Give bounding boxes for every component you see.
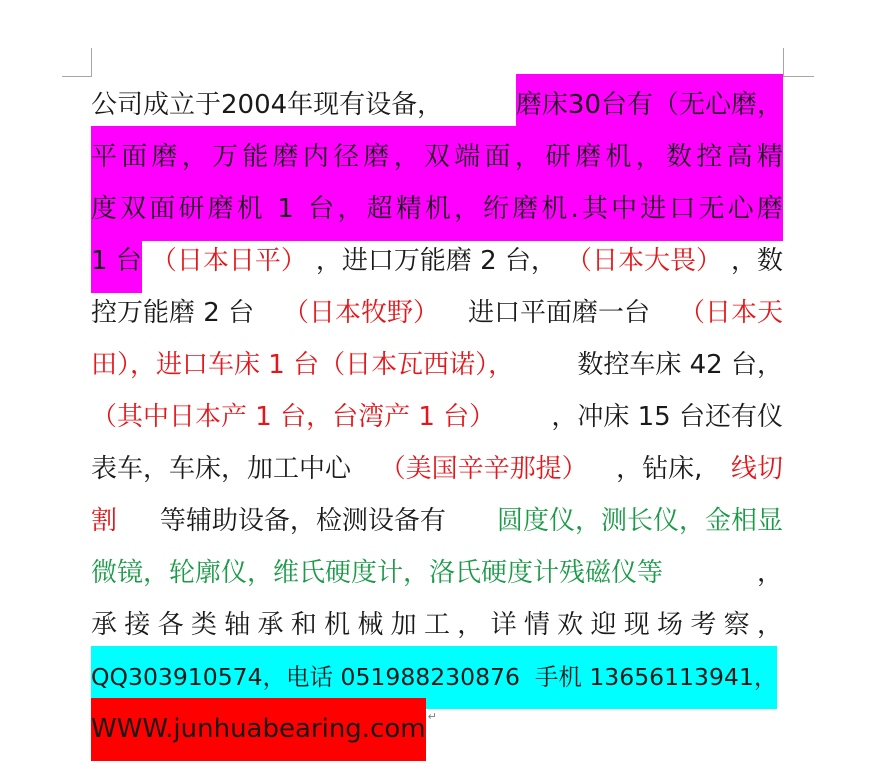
text-run: 割	[91, 506, 118, 536]
text-line	[91, 599, 783, 651]
text-line	[91, 443, 783, 495]
text-line	[91, 131, 783, 183]
text-run: （美国辛辛那提）	[379, 454, 588, 484]
text-line	[91, 495, 783, 547]
text-line	[91, 703, 783, 755]
text-run: 线切	[730, 454, 783, 484]
text-run: 平 面 磨 ， 万 能 磨 内 径 磨 ， 双 端 面 ， 研 磨 机 ， 数 控 高 精	[91, 126, 783, 189]
document-body-text[interactable]	[91, 79, 783, 755]
text-run: ，钻床,	[616, 454, 703, 484]
text-line	[91, 235, 783, 287]
text-line	[91, 651, 783, 703]
crop-mark-top-left	[62, 48, 92, 77]
text-run: （日本大畏）	[565, 246, 722, 276]
text-line	[91, 547, 783, 599]
text-line	[91, 183, 783, 235]
text-run: 田），进口车床 1 台（日本瓦西诺），	[91, 350, 515, 380]
text-line	[91, 79, 783, 131]
text-run: （日本牧野）	[283, 298, 440, 328]
text-run: （其中日本产 1 台，台湾产 1 台）	[91, 402, 496, 432]
text-run: （日本天	[678, 298, 783, 328]
text-run: 微镜，轮廓仪，维氏硬度计，洛氏硬度计残磁仪等	[91, 558, 664, 588]
text-run: 圆度仪，测长仪，金相显	[496, 506, 783, 536]
text-run: WWW.junhuabearing.com	[91, 698, 426, 761]
text-line	[91, 391, 783, 443]
text-run: ，数	[730, 246, 783, 276]
text-line	[91, 339, 783, 391]
text-run: 1 台	[91, 230, 142, 293]
crop-mark-top-right	[783, 48, 814, 77]
text-run: 数控车床 42 台，	[577, 350, 783, 380]
text-run: 公司成立于2004年现有设备，	[91, 90, 444, 120]
text-run: ，进口万能磨 2 台，	[315, 246, 557, 276]
text-run: 度 双 面 研 磨 机 1 台 ， 超 精 机 ， 绗 磨 机 . 其 中 进 口 无 心 磨	[91, 178, 783, 241]
text-run: 控万能磨 2 台	[91, 298, 255, 328]
text-run: ，冲床 15 台还有仪	[551, 402, 783, 432]
text-line	[91, 287, 783, 339]
paragraph-mark-icon: ↵	[427, 710, 437, 723]
text-run: 进口平面磨一台	[468, 298, 651, 328]
text-run: 磨床30台有（无心磨，	[516, 74, 783, 137]
text-run: 承 接 各 类 轴 承 和 机 械 加 工 ， 详 情 欢 迎 现 场 考 察 ，	[91, 610, 783, 640]
text-run: QQ303910574，电话 051988230876 手机 13656113941，	[91, 646, 777, 709]
text-run: 等辅助设备，检测设备有	[159, 506, 455, 536]
text-run: 表车，车床，加工中心	[91, 454, 352, 484]
text-run: ，	[756, 558, 783, 588]
text-run: （日本日平）	[150, 246, 307, 276]
